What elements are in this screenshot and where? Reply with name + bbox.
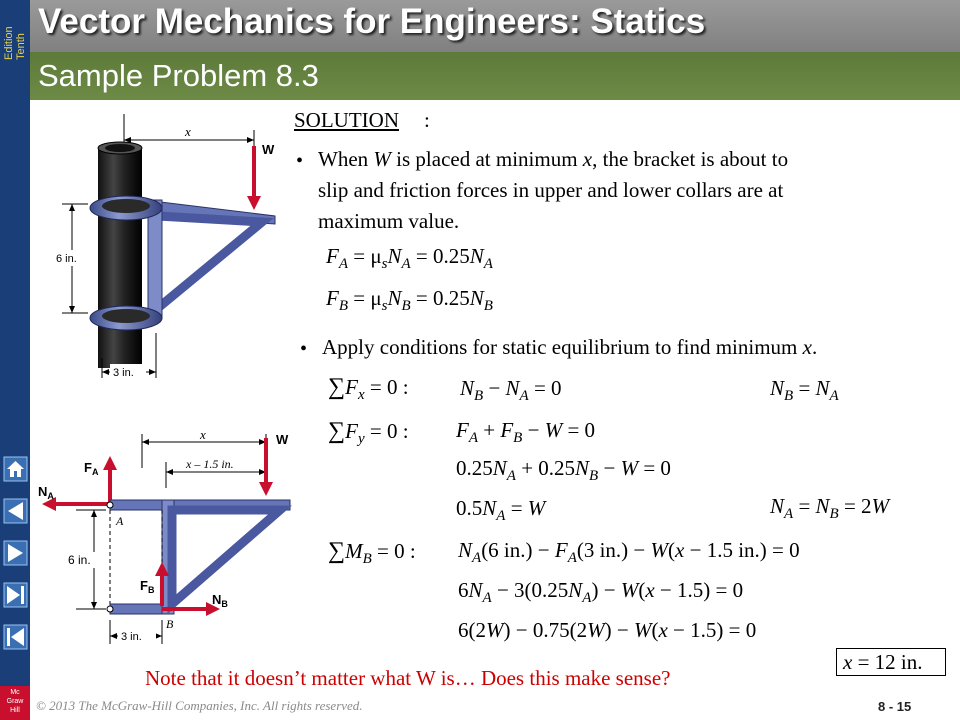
- logo-line-graw: Graw: [6, 698, 24, 705]
- equation-fx-body: $N_B - N_A = 0$: [460, 376, 562, 404]
- bullet-1-marker: •: [296, 150, 304, 172]
- first-icon[interactable]: [3, 624, 28, 650]
- copyright-text: © 2013 The McGraw-Hill Companies, Inc. All rights reserved.: [36, 698, 363, 713]
- equation-sum-fy: $\sum F_y = 0$ :: [328, 418, 409, 447]
- force-nb-label: $N_B$: [212, 592, 228, 609]
- equation-mb-line-1: $N_A(6$ $in.) - F_A(3$ in.) − W(x − 1.5 in.) = 0: [458, 538, 800, 566]
- bracket-figure-top: [40, 108, 290, 383]
- answer-text: x = 12 in.: [843, 650, 923, 674]
- bullet-2-text: Apply conditions for static equilibrium to find minimum x.: [322, 335, 818, 359]
- next-icon[interactable]: [3, 540, 28, 566]
- logo-line-mc: Mc: [10, 689, 20, 696]
- equation-mb-line-2: $6N_A - 3(0.25N_A) - W(x - 1.5) = 0$: [458, 578, 744, 606]
- edition-word-tenth: Tenth: [15, 33, 27, 60]
- dim-x-label-top: x: [185, 124, 191, 139]
- equation-sum-fx: $\sum F_x = 0$ :: [328, 374, 409, 403]
- bullet-1-line-3: maximum value.: [318, 209, 460, 233]
- bullet-1-line-1: When W is placed at minimum x, the bracket is about to: [318, 147, 789, 171]
- force-fa-label: $F_A$: [84, 460, 99, 477]
- book-title: Vector Mechanics for Engineers: Statics: [38, 2, 706, 41]
- point-b-label: B: [166, 617, 174, 631]
- answer-box: [836, 648, 946, 676]
- dim-width-label-top: 3 in.: [113, 367, 134, 379]
- equation-friction-a: $F_A = \mu_sN_A = 0.25N_A$: [326, 244, 493, 272]
- previous-icon[interactable]: [3, 498, 28, 524]
- equation-sum-mb: $\sum M_B = 0$ :: [328, 538, 416, 567]
- free-body-diagram: [34, 428, 294, 650]
- dim-x-label-fbd: x: [200, 428, 206, 442]
- edition-label: [2, 4, 28, 60]
- home-icon[interactable]: [3, 456, 28, 482]
- edition-word-edition: Edition: [3, 26, 15, 60]
- equation-fy-line-3: $0.5N_A = W$: [456, 496, 546, 524]
- load-w-label-top: W: [262, 142, 275, 157]
- dim-height-label-fbd: 6 in.: [68, 553, 91, 567]
- page-number: 8 - 15: [878, 699, 912, 714]
- force-fb-label: $F_B$: [140, 578, 155, 595]
- slide-title: Sample Problem 8.3: [38, 58, 319, 93]
- dim-width-label-fbd: 3 in.: [121, 631, 142, 643]
- point-a-label: A: [116, 514, 124, 528]
- equation-fy-result: $N_A = N_B = 2W$: [770, 494, 890, 522]
- equation-fx-result: $N_B = N_A$: [770, 376, 839, 404]
- equation-fy-line-2: $0.25N_A + 0.25N_B - W = 0$: [456, 456, 671, 484]
- publisher-logo: [0, 686, 30, 720]
- slide-title-bar: [30, 52, 960, 100]
- navigation-sidebar: [0, 0, 30, 720]
- dim-x-offset-label: x – 1.5 in.: [186, 457, 234, 471]
- equation-friction-b: $F_B = \mu_sN_B = 0.25N_B$: [326, 286, 493, 314]
- note-text: Note that it doesn’t matter what W is… Does this make sense?: [145, 666, 671, 690]
- force-na-label: $N_A$: [38, 484, 54, 501]
- equation-fy-line-1: $F_A + F_B - W = 0$: [456, 418, 596, 446]
- header-bar: [30, 0, 960, 52]
- load-w-label-fbd: W: [276, 432, 289, 447]
- logo-line-hill: Hill: [10, 707, 20, 714]
- solution-heading: SOLUTION: [294, 108, 399, 132]
- bullet-1-line-2: slip and friction forces in upper and lower collars are at: [318, 178, 784, 202]
- bullet-1-text: [318, 144, 788, 237]
- last-icon[interactable]: [3, 582, 28, 608]
- bullet-2-marker: •: [300, 338, 308, 360]
- dim-height-label-top: 6 in.: [56, 253, 77, 265]
- solution-colon: :: [424, 108, 430, 132]
- equation-mb-line-3: 6(2W) − 0.75(2W) − W(x − 1.5) = 0: [458, 618, 757, 642]
